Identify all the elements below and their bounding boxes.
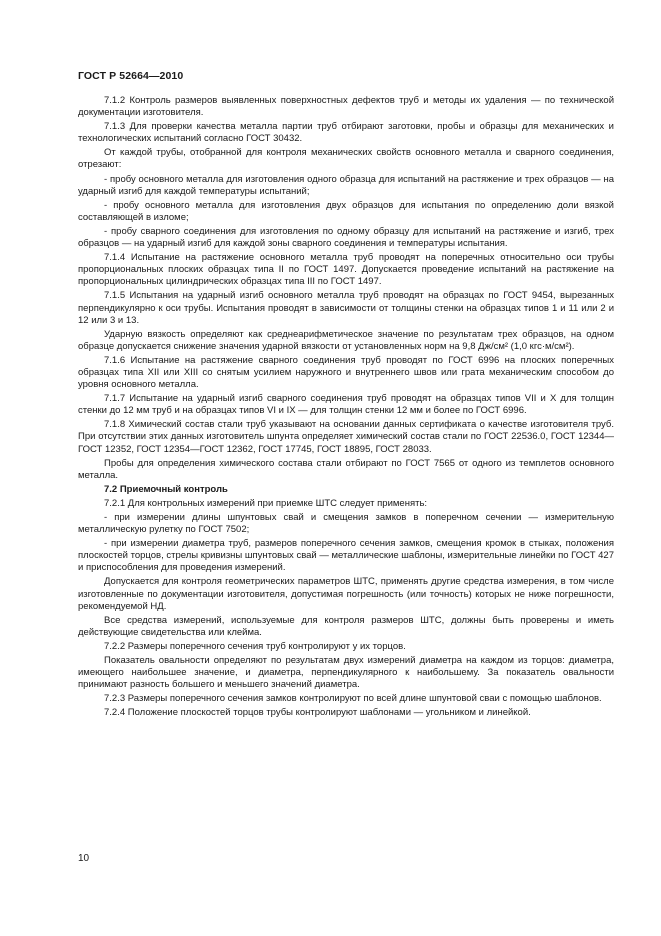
paragraph-7-2-2: 7.2.2 Размеры поперечного сечения труб контролируют у их торцов. (104, 640, 406, 652)
paragraph-7-2-4: 7.2.4 Положение плоскостей торцов трубы контролируют шаблонами — угольником и линейкой. (104, 707, 531, 719)
paragraph-7-1-7: 7.1.7 Испытание на ударный изгиб сварного соединения труб проводят на образцах типов VII и X для толщин стенки до 12 мм труб и на образцах типов VI и IX — для толщин стенки 12 мм и более по ГОСТ 6996. (78, 393, 614, 417)
paragraph-7-1-6: 7.1.6 Испытание на растяжение сварного соединения труб проводят по ГОСТ 6996 на плоских поперечных образцах типа XII или XIII со снятым усилием наружного и внутреннего швов или грата механическим способом до уровня основного металла. (78, 354, 614, 391)
paragraph-7-1-5: 7.1.5 Испытания на ударный изгиб основного металла труб проводят на образцах по ГОСТ 9454, вырезанных перпендикулярно к оси трубы. Испытания проводят в зависимости от толщины стенки на образцах типов 1 и 11 или 2 и 12 или 3 и 13. (78, 290, 614, 326)
paragraph-7-1-2: 7.1.2 Контроль размеров выявленных поверхностных дефектов труб и методы их удаления — по технической документации изготовителя. (78, 95, 614, 119)
page-number: 10 (78, 853, 90, 864)
paragraph: Показатель овальности определяют по результатам двух измерений диаметра на каждом из торцов: диаметра, имеющего наибольшее значение, и диаметра, перпендикулярного к наибольшему. За показатель овальности принимают разность большего и меньшего значений диаметра. (78, 655, 614, 691)
paragraph-7-1-4: 7.1.4 Испытание на растяжение основного металла труб проводят на поперечных относительно оси трубы пропорциональных плоских образцах типа II по ГОСТ 1497. Допускается проведение испытаний на растяжение на пропорциональных цилиндрических образцах типа III по ГОСТ 1497. (78, 252, 614, 288)
paragraph-7-2-1: 7.2.1 Для контрольных измерений при приемке ШТС следует применять: (104, 497, 428, 509)
paragraph: От каждой трубы, отобранной для контроля механических свойств основного металла и сварного соединения, отрезают: (78, 147, 614, 171)
paragraph: Ударную вязкость определяют как среднеарифметическое значение по результатам трех образцов, на одном образце допускается снижение значения ударной вязкости от установленных норм на 9,8 Дж/см² (1,0 кгс·м/см²). (78, 328, 614, 352)
paragraph-7-1-3: 7.1.3 Для проверки качества металла партии труб отбирают заготовки, пробы и образцы для механических и технологических испытаний согласно ГОСТ 30432. (78, 121, 614, 145)
list-item: - при измерении диаметра труб, размеров поперечного сечения замков, смещения кромок в стыках, положения плоскостей торцов, стрелы кривизны шпунтовых свай — металлические шаблоны, измерительные линейки по ГОСТ 427 и приспособления для проведения измерений. (78, 538, 614, 574)
paragraph-7-1-8: 7.1.8 Химический состав стали труб указывают на основании данных сертификата о качестве изготовителя труб. При отсутствии этих данных изготовитель шпунта определяет химический состав стали по ГОСТ 22536.0, ГОСТ 12344—ГОСТ 12352, ГОСТ 12354—ГОСТ 12362, ГОСТ 17745, ГОСТ 18895, ГОСТ 28033. (78, 419, 614, 455)
paragraph: Пробы для определения химического состава стали отбирают по ГОСТ 7565 от одного из темплетов основного металла. (78, 457, 614, 481)
list-item: - пробу основного металла для изготовления одного образца для испытаний на растяжение и трех образцов — на ударный изгиб для каждой температуры испытаний; (78, 173, 614, 197)
paragraph-7-2-3: 7.2.3 Размеры поперечного сечения замков контролируют по всей длине шпунтовой сваи с помощью шаблонов. (104, 693, 602, 705)
list-item: - пробу сварного соединения для изготовления по одному образцу для испытаний на растяжение и изгиб, трех образцов — на ударный изгиб для каждой зоны сварного соединения и температуры испытания. (78, 225, 614, 250)
list-item: - при измерении длины шпунтовых свай и смещения замков в поперечном сечении — измерительную металлическую рулетку по ГОСТ 7502; (78, 512, 614, 536)
paragraph: Допускается для контроля геометрических параметров ШТС, применять другие средства измерения, в том числе изготовленные по документации изготовителя, допустимая погрешность (или точность) которых не ниже погрешности, рекомендуемой НД. (78, 576, 614, 612)
list-item: - пробу основного металла для изготовления двух образцов для испытания по определению доли вязкой составляющей в изломе; (78, 199, 614, 223)
paragraph: Все средства измерений, используемые для контроля размеров ШТС, должны быть проверены и иметь действующие свидетельства или клейма. (78, 614, 614, 638)
section-heading: 7.2 Приемочный контроль (104, 483, 228, 495)
document-body (78, 95, 614, 722)
document-header: ГОСТ Р 52664—2010 (78, 70, 184, 82)
